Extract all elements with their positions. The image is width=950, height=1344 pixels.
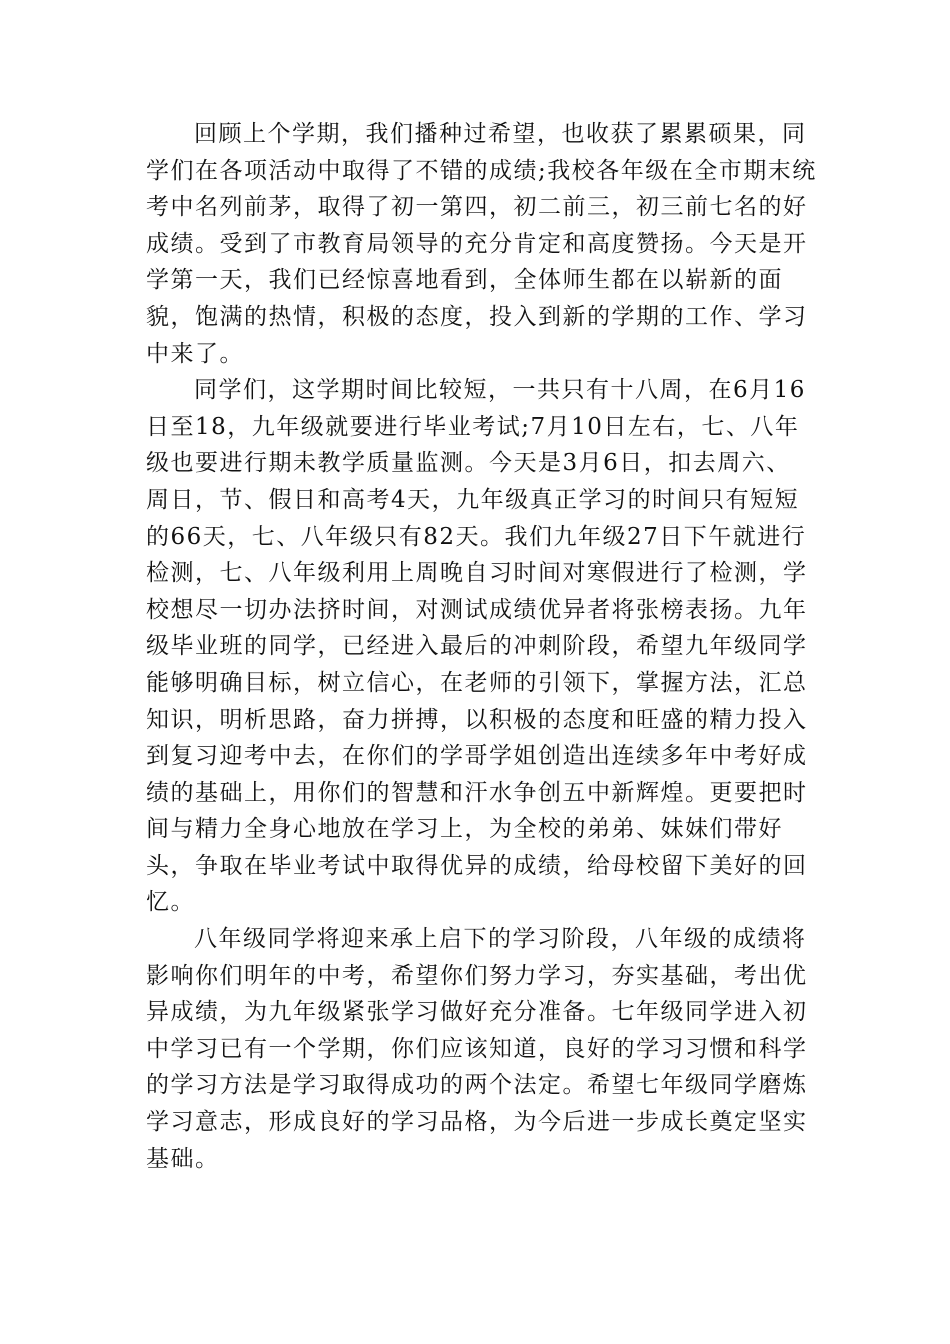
paragraph-line: 校想尽一切办法挤时间，对测试成绩优异者将张榜表扬。九年 (146, 596, 808, 623)
paragraph-line: 的学习方法是学习取得成功的两个法定。希望七年级同学磨炼 (146, 1072, 808, 1099)
paragraph-line: 的66天，七、八年级只有82天。我们九年级27日下午就进行 (146, 523, 807, 550)
paragraph-line: 检测，七、八年级利用上周晚自习时间对寒假进行了检测，学 (146, 560, 808, 587)
paragraph-line: 学习意志，形成良好的学习品格，为今后进一步成长奠定坚实 (146, 1109, 808, 1136)
paragraph-line: 绩的基础上，用你们的智慧和汗水争创五中新辉煌。更要把时 (146, 779, 808, 806)
paragraph-2 (146, 372, 806, 921)
paragraph-line: 能够明确目标，树立信心，在老师的引领下，掌握方法，汇总 (146, 669, 808, 696)
paragraph-line: 学第一天，我们已经惊喜地看到，全体师生都在以崭新的面 (146, 267, 783, 294)
paragraph-line: 同学们，这学期时间比较短，一共只有十八周，在6月16 (194, 377, 806, 404)
paragraph-line: 成绩。受到了市教育局领导的充分肯定和高度赞扬。今天是开 (146, 230, 808, 257)
paragraph-line: 异成绩，为九年级紧张学习做好充分准备。七年级同学进入初 (146, 999, 808, 1026)
paragraph-line: 八年级同学将迎来承上启下的学习阶段，八年级的成绩将 (194, 926, 807, 953)
paragraph-line: 考中名列前茅，取得了初一第四，初二前三，初三前七名的好 (146, 194, 808, 221)
paragraph-line: 基础。 (146, 1145, 220, 1172)
paragraph-line: 知识，明析思路，奋力拼搏，以积极的态度和旺盛的精力投入 (146, 706, 808, 733)
paragraph-line: 中学习已有一个学期，你们应该知道，良好的学习习惯和科学 (146, 1035, 808, 1062)
paragraph-line: 级毕业班的同学，已经进入最后的冲刺阶段，希望九年级同学 (146, 633, 808, 660)
paragraph-line: 头，争取在毕业考试中取得优异的成绩，给母校留下美好的回 (146, 852, 808, 879)
paragraph-line: 学们在各项活动中取得了不错的成绩;我校各年级在全市期末统 (146, 157, 817, 184)
paragraph-1 (146, 116, 817, 372)
paragraph-line: 到复习迎考中去，在你们的学哥学姐创造出连续多年中考好成 (146, 743, 808, 770)
paragraph-line: 貌，饱满的热情，积极的态度，投入到新的学期的工作、学习 (146, 303, 808, 330)
paragraph-line: 中来了。 (146, 340, 244, 367)
paragraph-line: 间与精力全身心地放在学习上，为全校的弟弟、妹妹们带好 (146, 816, 783, 843)
paragraph-line: 周日，节、假日和高考4天，九年级真正学习的时间只有短短 (146, 486, 800, 513)
paragraph-line: 回顾上个学期，我们播种过希望，也收获了累累硕果，同 (194, 121, 807, 147)
document-body (146, 116, 817, 1177)
paragraph-3 (146, 921, 806, 1177)
paragraph-line: 日至18，九年级就要进行毕业考试;7月10日左右，七、八年 (146, 413, 800, 440)
paragraph-line: 级也要进行期未教学质量监测。今天是3月6日，扣去周六、 (146, 450, 791, 477)
paragraph-line: 影响你们明年的中考，希望你们努力学习，夯实基础，考出优 (146, 962, 808, 989)
paragraph-line: 忆。 (146, 889, 195, 916)
